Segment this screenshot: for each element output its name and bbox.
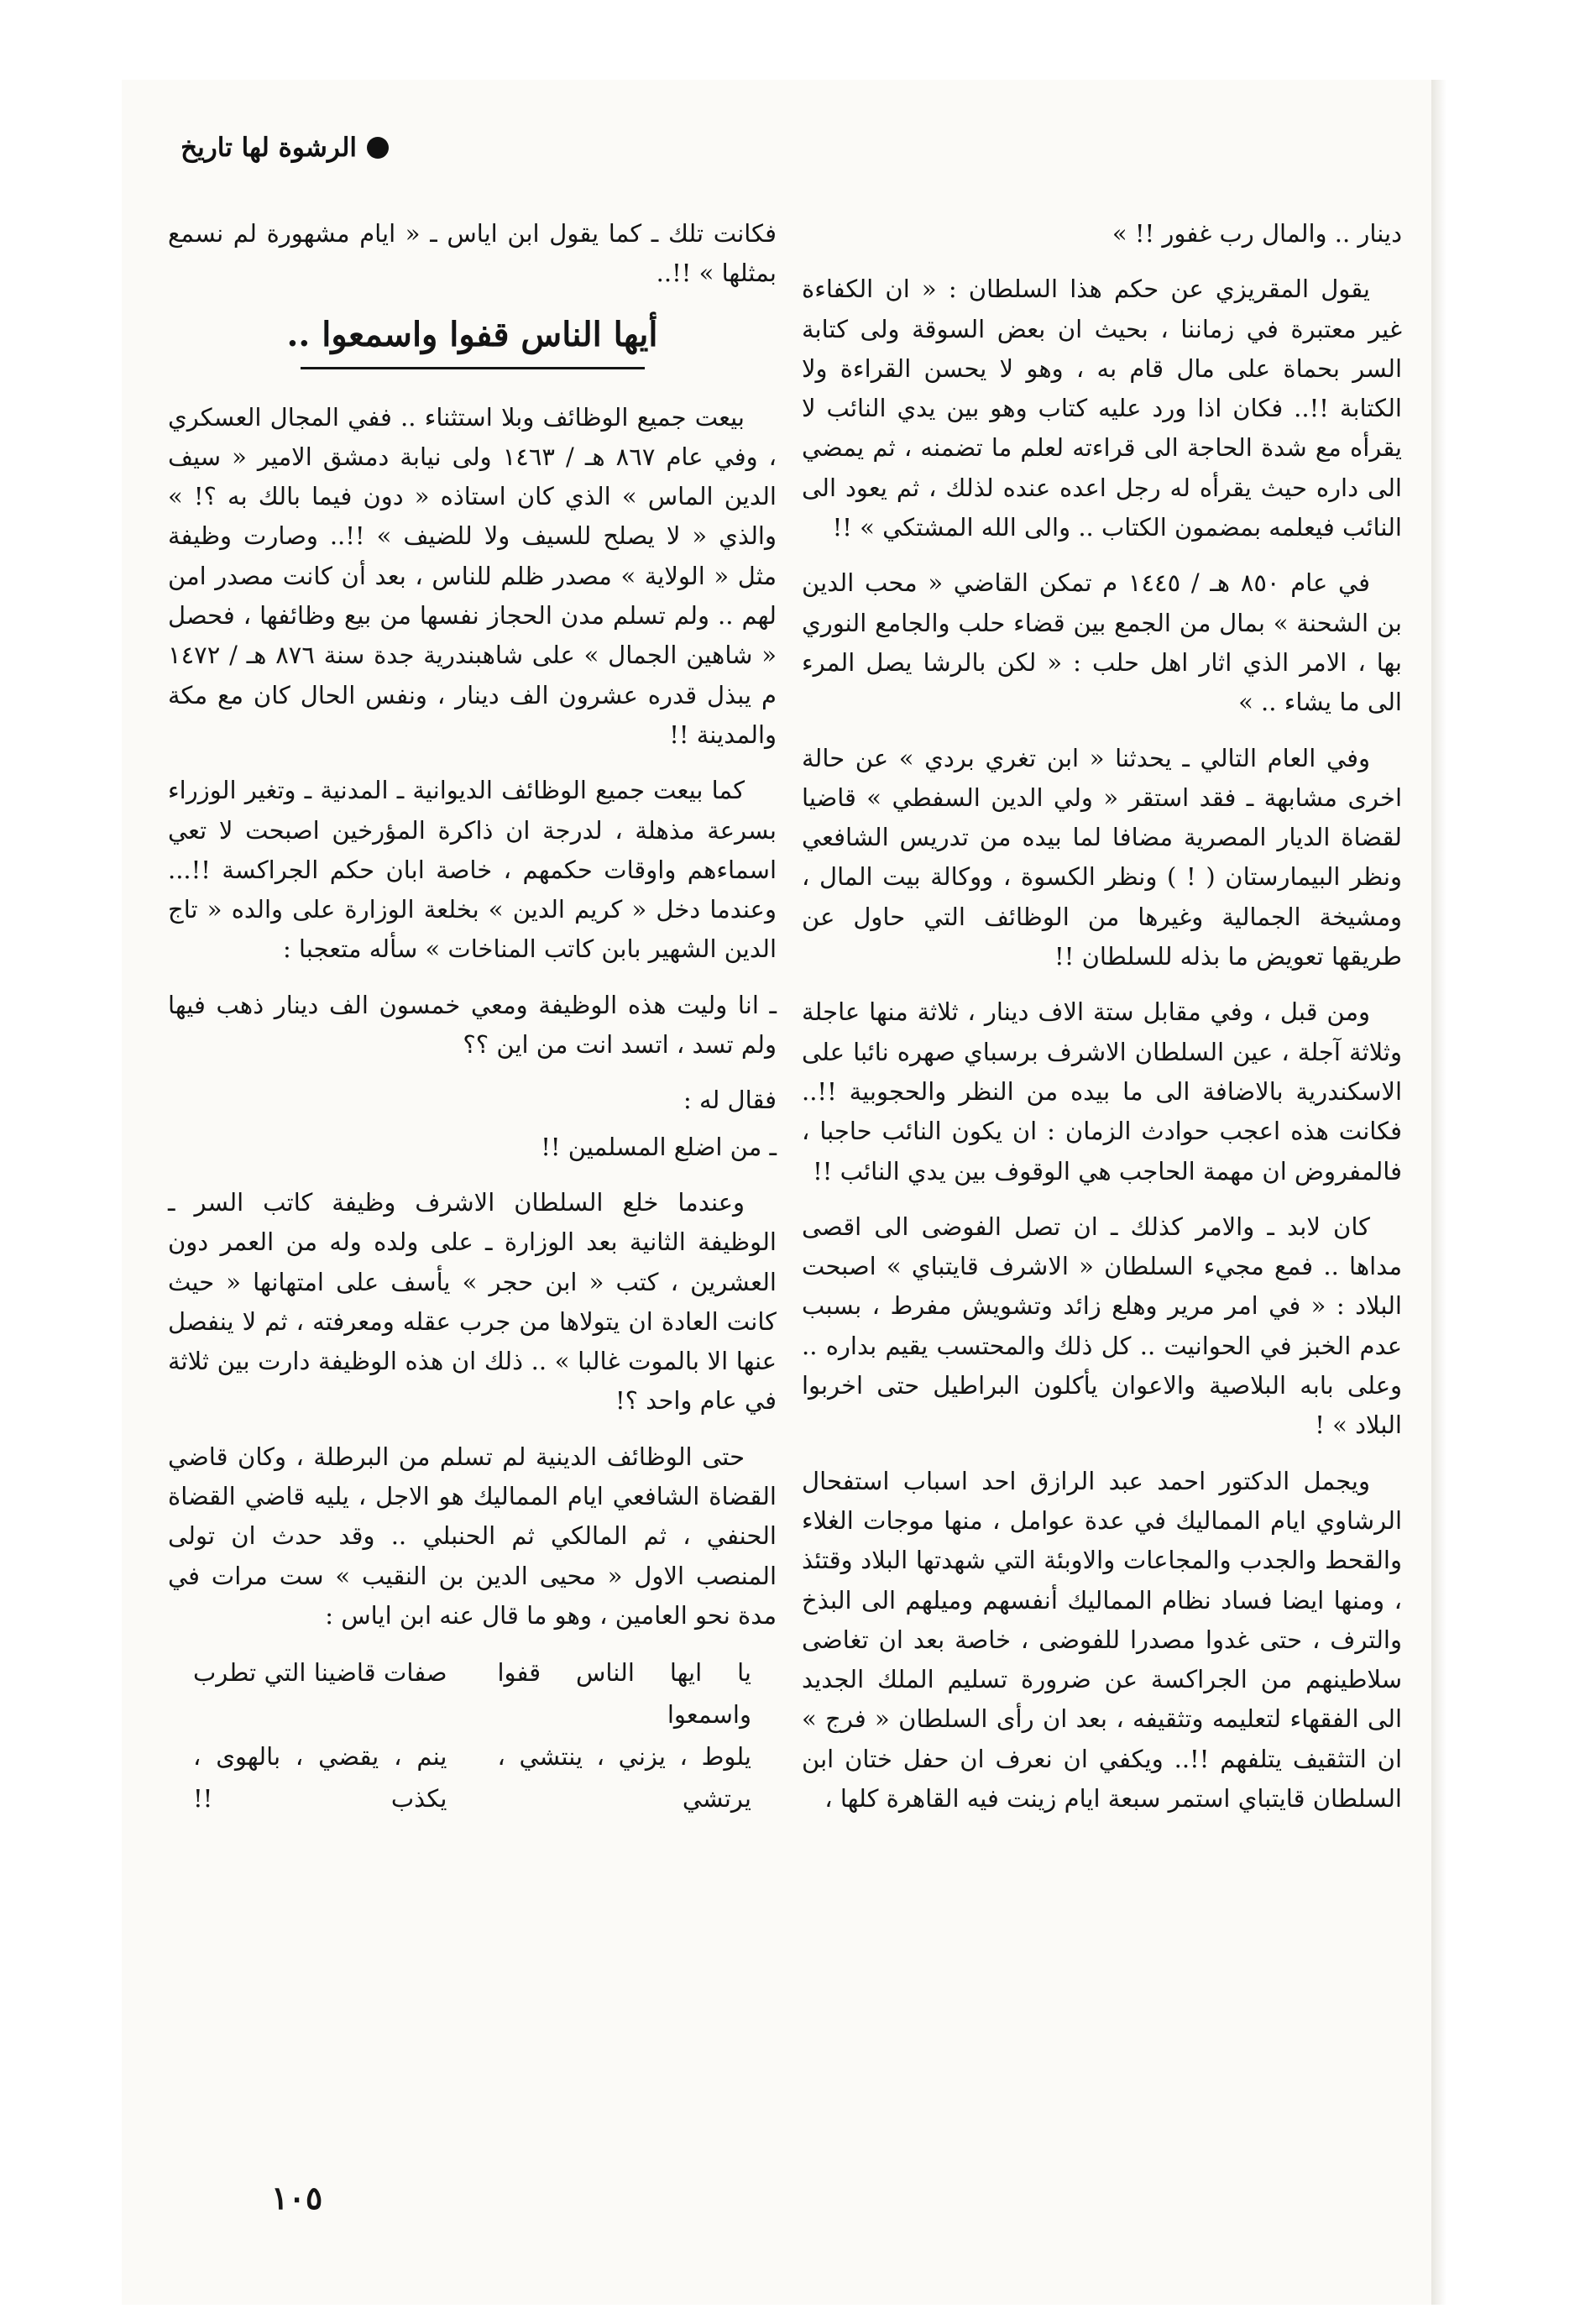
bullet-icon	[367, 137, 389, 159]
paragraph: بيعت جميع الوظائف وبلا استثناء .. ففي المجال العسكري ، وفي عام ٨٦٧ هـ / ١٤٦٣ ولى نيابة دمشق الامير « سيف الدين الماس » الذي كان استاذه « دون فيما بالك به ؟! » والذي « لا يصلح للسيف ولا للضيف » !!.. وصارت وظيفة مثل « الولاية » مصدر ظلم للناس ، بعد أن كانت مصدر امن لهم .. ولم تسلم مدن الحجاز نفسها من بيع وظائفها ، فحصل « شاهين الجمال » على شاهبندرية جدة سنة ٨٧٦ هـ / ١٤٧٢ م يبذل قدره عشرون الف دينار ، ونفس الحال كان مع مكة والمدينة !!	[168, 402, 777, 749]
poem	[193, 1651, 751, 1819]
paragraph: وعندما خلع السلطان الاشرف وظيفة كاتب السر ـ الوظيفة الثانية بعد الوزارة ـ على ولده وله من العمر دون العشرين ، كتب « ابن حجر » يأسف على امتهانها « حيث كانت العادة ان يتولاها من جرب عقله ومعرفته ، ثم لا ينفصل عنها الا بالموت غالبا » .. ذلك ان هذه الوظيفة دارت بين ثلاثة في عام واحد ؟!	[168, 1187, 777, 1416]
right-column	[802, 214, 1402, 1835]
paragraph: وفي العام التالي ـ يحدثنا « ابن تغري بردي » عن حالة اخرى مشابهة ـ فقد استقر « ولي الدين السفطي » قاضيا لقضاة الديار المصرية مضافا لما بيده من تدريس الشافعي ونظر البيمارستان ( ! ) ونظر الكسوة ، ووكالة بيت المال ، ومشيخة الجمالية وغيرها من الوظائف التي حاول عن طريقها تعويض ما بذله للسلطان !!	[802, 743, 1402, 971]
running-head-text: الرشوة لها تاريخ	[180, 133, 357, 163]
poem-hemistich: يلوط ، يزني ، ينتشي ، يرتشي	[497, 1742, 751, 1814]
left-column	[168, 214, 777, 1819]
poem-hemistich: ينم ، يقضي ، بالهوى ، يكذب !!	[193, 1742, 447, 1814]
paragraph: كما بيعت جميع الوظائف الديوانية ـ المدنية ـ وتغير الوزراء بسرعة مذهلة ، لدرجة ان ذاكرة المؤرخين اصبحت لا تعي اسماءهم واوقات حكمهم ، خاصة ابان حكم الجراكسة !!... وعندما دخل « كريم الدين » بخلعة الوزارة على والده « تاج الدين الشهير بابن كاتب المناخات » سأله متعجبا :	[168, 776, 777, 964]
intro-paragraph: فكانت تلك ـ كما يقول ابن اياس ـ « ايام مشهورة لم نسمع بمثلها » !!..	[168, 219, 777, 288]
paragraph: ويجمل الدكتور احمد عبد الرازق احد اسباب استفحال الرشاوي ايام المماليك في عدة عوامل ، منها موجات الغلاء والقحط والجدب والمجاعات والاوبئة التي شهدتها البلاد وقتئذ ، ومنها ايضا فساد نظام المماليك أنفسهم وميلهم الى البذخ والترف ، حتى غدوا مصدرا للفوضى ، خاصة بعد ان تغاضى سلاطينهم من الجراكسة عن ضرورة تسليم الملك الجديد الى الفقهاء لتعليمه وتثقيفه ، بعد ان رأى السلطان « فرج » ان التثقيف يتلفهم !!.. ويكفي ان نعرف ان حفل ختان ابن السلطان قايتباي استمر سبعة ايام زينت فيه القاهرة كلها ،	[802, 1466, 1402, 1813]
paragraph: حتى الوظائف الدينية لم تسلم من البرطلة ، وكان قاضي القضاة الشافعي ايام المماليك هو الاجل ، يليه قاضي القضاة الحنفي ، ثم المالكي ثم الحنبلي .. وقد حدث ان تولى المنصب الاول « محيى الدين بن النقيب » ست مرات في مدة نحو العامين ، وهو ما قال عنه ابن اياس :	[168, 1442, 777, 1630]
page-edge	[1431, 80, 1446, 2305]
paragraph: ومن قبل ، وفي مقابل ستة الاف دينار ، ثلاثة منها عاجلة وثلاثة آجلة ، عين السلطان الاشرف برسباي صهره نائبا على الاسكندرية بالاضافة الى ما بيده من النظر والحجوبية !!.. فكانت هذه اعجب حوادث الزمان : ان يكون النائب حاجبا ، فالمفروض ان مهمة الحاجب هي الوقوف بين يدي النائب !!	[802, 997, 1402, 1186]
poem-hemistich: يا ايها الناس قفوا واسمعوا	[497, 1658, 751, 1730]
paragraph: يقول المقريزي عن حكم هذا السلطان : « ان الكفاءة غير معتبرة في زماننا ، بحيث ان بعض السوقة ولى كتابة السر بحماة على مال قام به ، وهو لا يحسن القراءة ولا الكتابة !!.. فكان اذا ورد عليه كتاب وهو بين يدي النائب لا يقرأه مع شدة الحاجة الى قراءته لعلم ما تضمنه ، ثم يمضي الى داره حيث يقرأه له رجل اعده عنده لذلك ، ثم يعود الى النائب فيعلمه بمضمون الكتاب .. والى الله المشتكي » !!	[802, 275, 1402, 542]
paragraph: في عام ٨٥٠ هـ / ١٤٤٥ م تمكن القاضي « محب الدين بن الشحنة » بمال من الجمع بين قضاء حلب والجامع النوري بها ، الامر الذي اثار اهل حلب : « لكن بالرشا يصل المرء الى ما يشاء .. »	[802, 568, 1402, 717]
paragraph: كان لابد ـ والامر كذلك ـ ان تصل الفوضى الى اقصى مداها .. فمع مجيء السلطان « الاشرف قايتباي » اصبحت البلاد : « في امر مرير وهلع زائد وتشويش مفرط ، بسبب عدم الخبز في الحوانيت .. كل ذلك والمحتسب يقيم بداره .. وعلى بابه البلاصية والاعوان يأكلون البراطيل حتى اخربوا البلاد » !	[802, 1212, 1402, 1440]
running-head	[180, 133, 389, 163]
dialog-line: ـ من اضلع المسلمين !!	[541, 1132, 777, 1161]
dialog-line: فقال له :	[683, 1086, 777, 1115]
dialog-line: ـ انا وليت هذه الوظيفة ومعي خمسون الف دينار ذهب فيها ولم تسد ، اتسد انت من اين ؟؟	[168, 990, 777, 1060]
poem-hemistich: صفات قاضينا التي تطرب	[193, 1658, 447, 1688]
paragraph: دينار .. والمال رب غفور !! »	[1112, 219, 1402, 248]
subheading-underline	[301, 367, 645, 369]
section-subheading: أيها الناس قفوا واسمعوا ..	[286, 314, 658, 354]
page-number: ١٠٥	[271, 2179, 323, 2217]
